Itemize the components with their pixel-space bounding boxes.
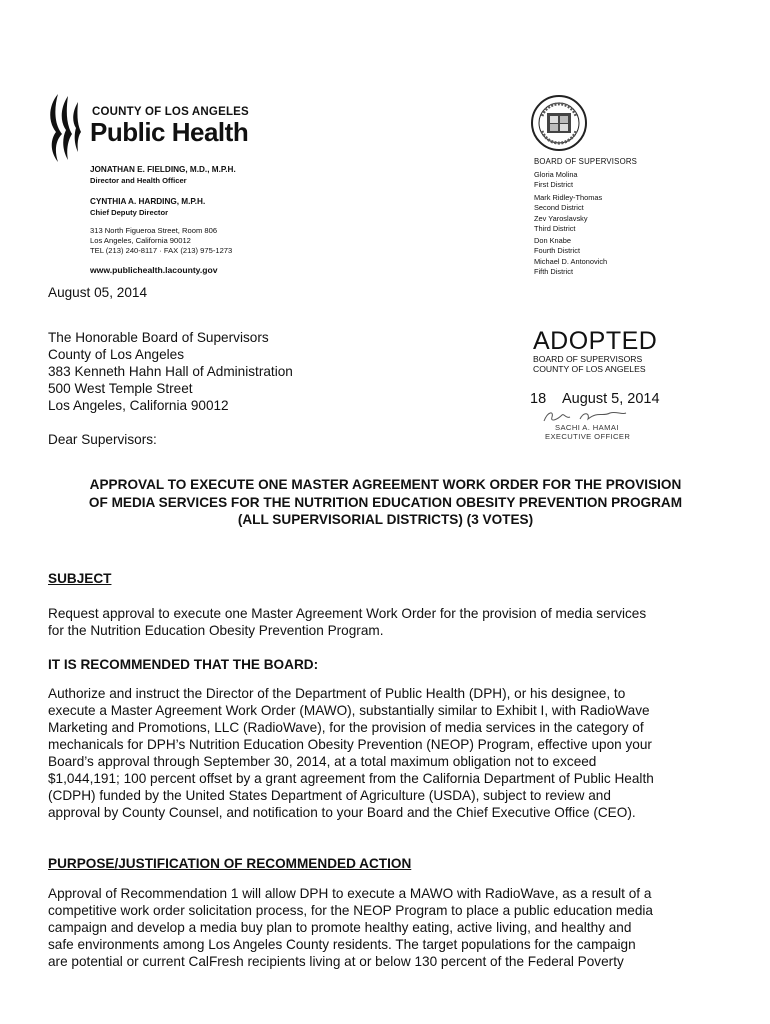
paragraph-line: Approval of Recommendation 1 will allow DPH to execute a MAWO with RadioWave, as a result of a xyxy=(48,886,652,901)
address-line: Los Angeles, California 90012 xyxy=(48,398,229,413)
supervisor-5-district: Fifth District xyxy=(534,267,574,276)
deputy-title: Chief Deputy Director xyxy=(90,208,169,217)
board-title: BOARD OF SUPERVISORS xyxy=(534,157,638,166)
purpose-heading: PURPOSE/JUSTIFICATION OF RECOMMENDED ACTION xyxy=(48,856,412,871)
paragraph-line: are potential or current CalFresh recipients living at or below 130 percent of the Federal Poverty xyxy=(48,954,624,969)
supervisor-5-name: Michael D. Antonovich xyxy=(534,257,608,266)
county-name: COUNTY OF LOS ANGELES xyxy=(92,106,249,118)
title-line: (ALL SUPERVISORIAL DISTRICTS) (3 VOTES) xyxy=(237,512,534,527)
office-address-line2: Los Angeles, California 90012 xyxy=(90,236,191,245)
title-line: OF MEDIA SERVICES FOR THE NUTRITION EDUCATION OBESITY PREVENTION PROGRAM xyxy=(88,494,683,510)
adopted-stamp-word: ADOPTED xyxy=(533,327,658,355)
agenda-item-number: 18 xyxy=(530,391,547,407)
subject-paragraph xyxy=(48,605,738,639)
website-link[interactable]: www.publichealth.lacounty.gov xyxy=(90,265,218,275)
supervisor-1-district: First District xyxy=(534,180,573,189)
address-line: 383 Kenneth Hahn Hall of Administration xyxy=(48,364,293,379)
paragraph-line: campaign and develop a media buy plan to promote healthy eating, active living, and healthy and xyxy=(48,920,632,935)
paragraph-line: Marketing and Promotions, LLC (RadioWave), for the provision of media services in the category of xyxy=(48,720,644,735)
supervisor-1-name: Gloria Molina xyxy=(534,170,578,179)
office-address-line1: 313 North Figueroa Street, Room 806 xyxy=(90,226,218,235)
address-line: County of Los Angeles xyxy=(48,347,185,362)
paragraph-line: safe environments among Los Angeles County residents. The target populations for the campaign xyxy=(48,937,636,952)
paragraph-line: approval by County Counsel, and notification to your Board and the Chief Executive Office (CEO). xyxy=(48,805,636,820)
adopted-date: August 5, 2014 xyxy=(562,391,660,407)
paragraph-line: execute a Master Agreement Work Order (MAWO), substantially similar to Exhibit I, with RadioWave xyxy=(48,703,650,718)
supervisor-4-name: Don Knabe xyxy=(534,236,571,245)
director-name: JONATHAN E. FIELDING, M.D., M.P.H. xyxy=(90,165,236,174)
supervisor-3-district: Third District xyxy=(534,224,576,233)
adopted-stamp-line1: BOARD OF SUPERVISORS xyxy=(533,354,643,364)
director-title: Director and Health Officer xyxy=(90,176,187,185)
purpose-paragraph xyxy=(48,885,738,970)
paragraph-line: for the Nutrition Education Obesity Prevention Program. xyxy=(48,623,384,638)
paragraph-line: Board’s approval through September 30, 2014, at a total maximum obligation not to exceed xyxy=(48,754,597,769)
supervisor-2-name: Mark Ridley-Thomas xyxy=(534,193,603,202)
recommend-heading: IT IS RECOMMENDED THAT THE BOARD: xyxy=(48,657,319,672)
subject-heading: SUBJECT xyxy=(48,571,112,586)
office-phone-fax: TEL (213) 240-8117 · FAX (213) 975-1273 xyxy=(90,246,233,255)
adopted-stamp-line2: COUNTY OF LOS ANGELES xyxy=(533,364,646,374)
recipient-address xyxy=(48,329,293,414)
paragraph-line: mechanicals for DPH’s Nutrition Education Obesity Prevention (NEOP) Program, effective upon your xyxy=(48,737,652,752)
paragraph-line: $1,044,191; 100 percent offset by a grant agreement from the California Department of Public Health xyxy=(48,771,654,786)
signer-name: SACHI A. HAMAI xyxy=(555,423,619,432)
letter-date: August 05, 2014 xyxy=(48,285,148,300)
supervisor-3-name: Zev Yaroslavsky xyxy=(534,214,588,223)
paragraph-line: Request approval to execute one Master Agreement Work Order for the provision of media services xyxy=(48,606,647,621)
paragraph-line: (CDPH) funded by the United States Department of Agriculture (USDA), subject to review and xyxy=(48,788,611,803)
paragraph-line: competitive work order solicitation process, for the NEOP Program to place a public education media xyxy=(48,903,653,918)
county-logo-icon xyxy=(44,92,88,164)
signer-title: EXECUTIVE OFFICER xyxy=(545,432,631,441)
recommend-paragraph xyxy=(48,685,738,821)
county-seal-icon xyxy=(530,94,588,152)
salutation: Dear Supervisors: xyxy=(48,432,157,447)
address-line: 500 West Temple Street xyxy=(48,381,193,396)
paragraph-line: Authorize and instruct the Director of the Department of Public Health (DPH), or his designee, to xyxy=(48,686,626,701)
supervisor-2-district: Second District xyxy=(534,203,584,212)
supervisor-4-district: Fourth District xyxy=(534,246,580,255)
department-name: Public Health xyxy=(90,117,249,147)
address-line: The Honorable Board of Supervisors xyxy=(48,330,269,345)
letter-title xyxy=(48,476,723,529)
title-line: APPROVAL TO EXECUTE ONE MASTER AGREEMENT WORK ORDER FOR THE PROVISION xyxy=(89,477,682,492)
deputy-name: CYNTHIA A. HARDING, M.P.H. xyxy=(90,197,206,206)
